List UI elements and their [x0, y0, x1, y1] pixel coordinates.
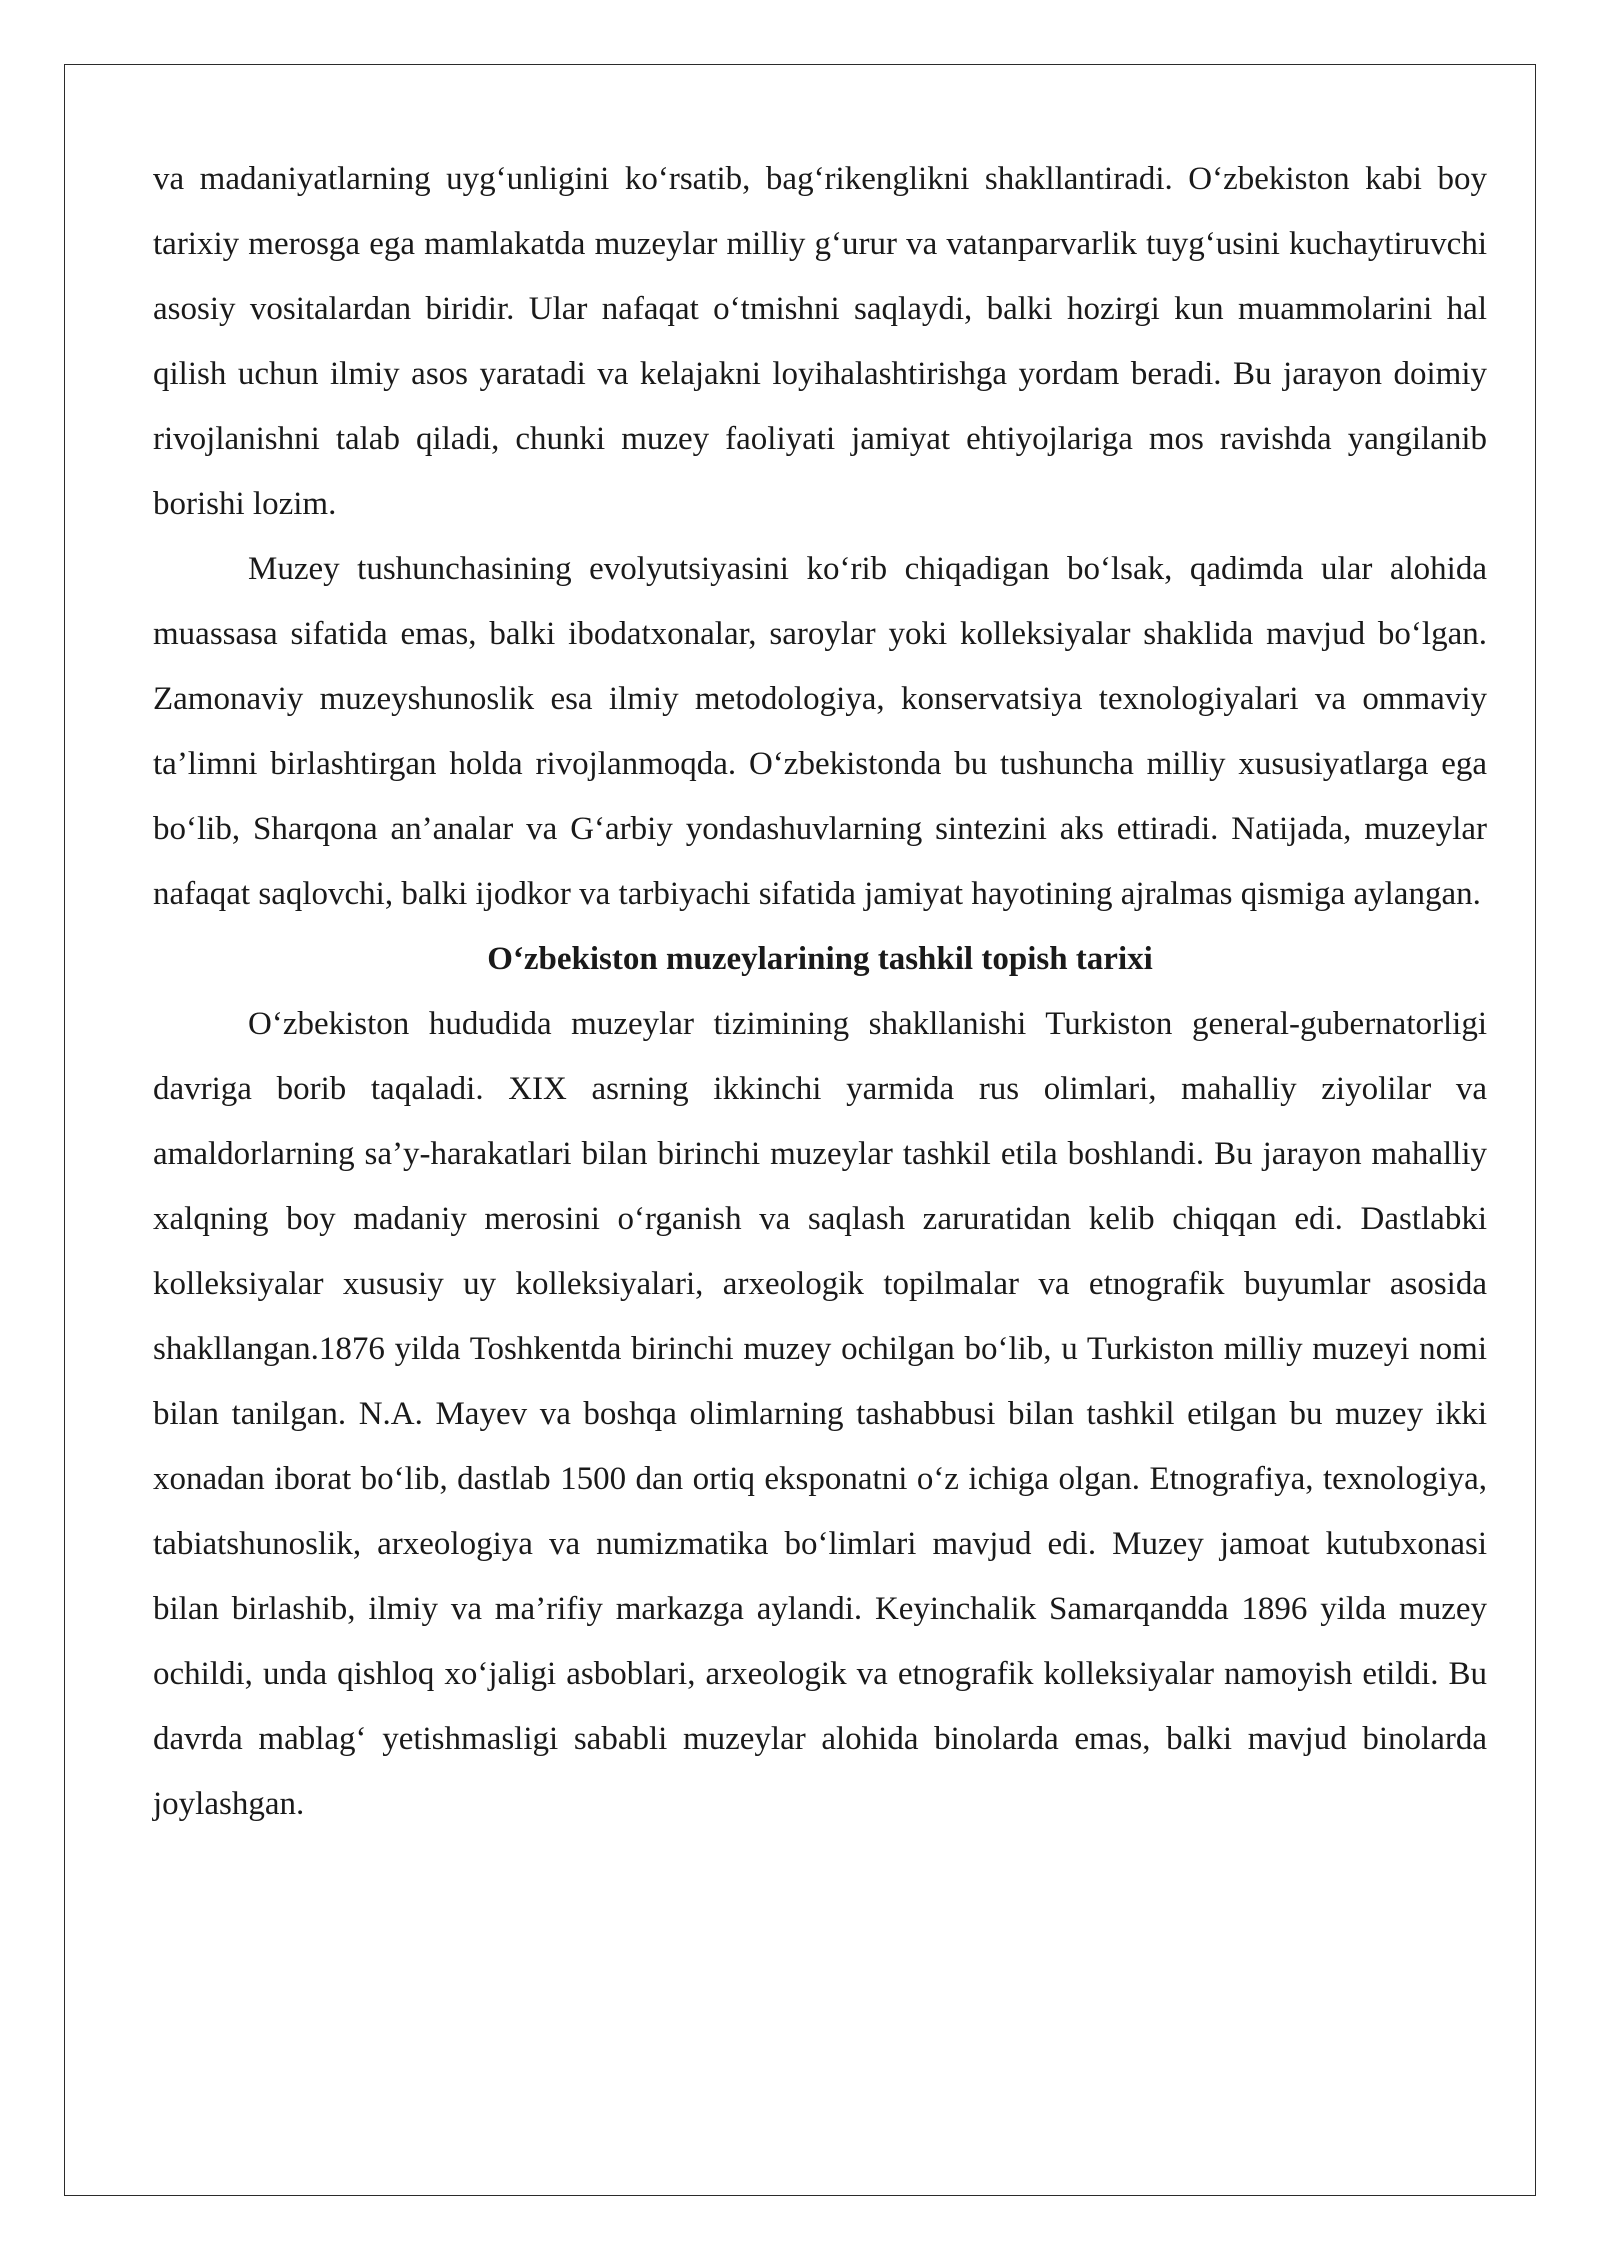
- paragraph-museum-history: O‘zbekiston hududida muzeylar tizimining shakllanishi Turkiston general-gubernatorligi davriga borib taqaladi. XIX asrning ikkinchi yarmida rus olimlari, mahalliy ziyolilar va amaldorlarning sa’y-harakatlari bilan birinchi muzeylar tashkil etila boshlandi. Bu jarayon mahalliy xalqning boy madaniy merosini o‘rganish va saqlash zaruratidan kelib chiqqan edi. Dastlabki kolleksiyalar xususiy uy kolleksiyalari, arxeologik topilmalar va etnografik buyumlar asosida shakllangan.1876 yilda Toshkentda birinchi muzey ochilgan bo‘lib, u Turkiston milliy muzeyi nomi bilan tanilgan. N.A. Mayev va boshqa olimlarning tashabbusi bilan tashkil etilgan bu muzey ikki xonadan iborat bo‘lib, dastlab 1500 dan ortiq eksponatni o‘z ichiga olgan. Etnografiya, texnologiya, tabiatshunoslik, arxeologiya va numizmatika bo‘limlari mavjud edi. Muzey jamoat kutubxonasi bilan birlashib, ilmiy va ma’rifiy markazga aylandi. Keyinchalik Samarqandda 1896 yilda muzey ochildi, unda qishloq xo‘jaligi asboblari, arxeologik va etnografik kolleksiyalar namoyish etildi. Bu davrda mablag‘ yetishmasligi sababli muzeylar alohida binolarda emas, balki mavjud binolarda joylashgan.: [153, 1006, 1487, 1822]
- paragraph-continuation: va madaniyatlarning uyg‘unligini ko‘rsatib, bag‘rikenglikni shakllantiradi. O‘zbekiston kabi boy tarixiy merosga ega mamlakatda muzeylar milliy g‘urur va vatanparvarlik tuyg‘usini kuchaytiruvchi asosiy vositalardan biridir. Ular nafaqat o‘tmishni saqlaydi, balki hozirgi kun muammolarini hal qilish uchun ilmiy asos yaratadi va kelajakni loyihalashtirishga yordam beradi. Bu jarayon doimiy rivojlanishni talab qiladi, chunki muzey faoliyati jamiyat ehtiyojlariga mos ravishda yangilanib borishi lozim.: [153, 161, 1487, 522]
- document-body: [153, 147, 1487, 1837]
- section-heading: O‘zbekiston muzeylarining tashkil topish tarixi: [487, 941, 1153, 977]
- paragraph-museum-evolution: Muzey tushunchasining evolyutsiyasini ko‘rib chiqadigan bo‘lsak, qadimda ular alohida muassasa sifatida emas, balki ibodatxonalar, saroylar yoki kolleksiyalar shaklida mavjud bo‘lgan. Zamonaviy muzeyshunoslik esa ilmiy metodologiya, konservatsiya texnologiyalari va ommaviy ta’limni birlashtirgan holda rivojlanmoqda. O‘zbekistonda bu tushuncha milliy xususiyatlarga ega bo‘lib, Sharqona an’analar va G‘arbiy yondashuvlarning sintezini aks ettiradi. Natijada, muzeylar nafaqat saqlovchi, balki ijodkor va tarbiyachi sifatida jamiyat hayotining ajralmas qismiga aylangan.: [153, 551, 1487, 912]
